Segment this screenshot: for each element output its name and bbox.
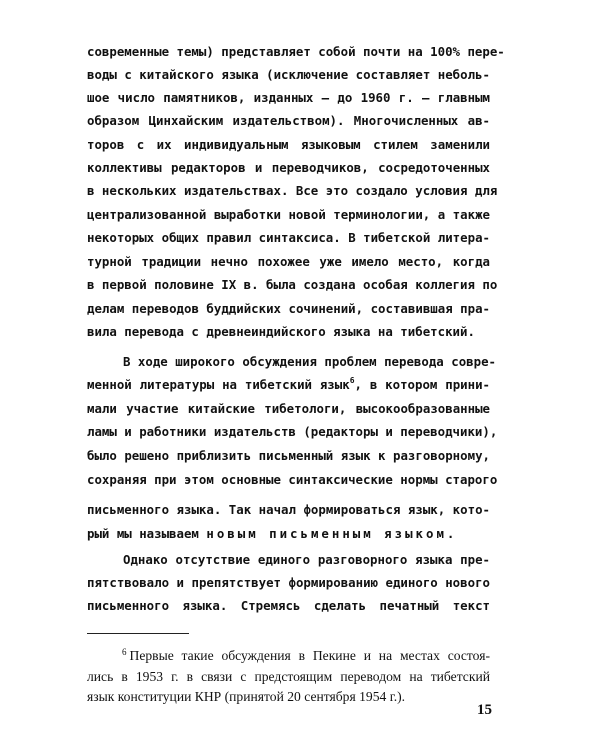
text-line: коллективы редакторов и переводчиков, сосредоточенных [87,160,490,175]
footnote-line: лись в 1953 г. в связи с предстоящим переводом на тибетский [87,669,490,684]
text-segment: менной литературы на тибетский язык [87,377,350,392]
text-line: современные темы) представляет собой почти на 100% пере- [87,44,505,59]
footnote-line: язык конституции КНР (принятой 20 сентября 1954 г.). [87,689,406,704]
text-line: турной традиции нечно похожее уже имело место, когда [87,254,490,269]
text-line: делам переводов буддийских сочинений, составившая пра- [87,301,490,316]
text-line: было решено приблизить письменный язык к разговорному, [87,448,490,463]
page-number: 15 [477,702,492,718]
text-line: пятствовало и препятствует формированию единого нового [87,575,490,590]
text-line: образом Цинхайским издательством). Многочисленных ав- [87,113,490,128]
text-line: письменного языка. Стремясь сделать печатный текст [87,598,490,613]
text-line [87,524,490,544]
text-line: торов с их индивидуальным языковым стилем заменили [87,137,490,152]
text-line: сохраняя при этом основные синтаксические нормы старого [87,472,498,487]
footnote-separator [87,633,189,634]
footnote-text: Первые такие обсуждения в Пекине и на местах состоя- [129,648,490,663]
text-line: ламы и работники издательств (редакторы и переводчики), [87,424,498,439]
text-segment: рый мы называем [87,526,207,541]
text-line: централизованной выработки новой терминологии, а также [87,207,490,222]
text-line: вила перевода с древнеиндийского языка на тибетский. [87,324,475,339]
footnote-line [122,647,490,665]
text-line [87,375,490,395]
text-line: В ходе широкого обсуждения проблем перевода совре- [123,354,496,369]
text-line: в нескольких издательствах. Все это создало условия для [87,183,498,198]
emphasized-term: новым письменным языком. [206,526,458,541]
text-line: письменного языка. Так начал формироваться язык, кото- [87,502,490,517]
text-line: шое число памятников, изданных — до 1960 г. — главным [87,90,490,105]
footnote-marker: 6 [122,647,127,657]
text-line: Однако отсутствие единого разговорного языка пре- [123,552,490,567]
text-segment: , в котором прини- [354,377,491,392]
text-line: некоторых общих правил синтаксиса. В тибетской литера- [87,230,490,245]
text-line: в первой половине IX в. была создана особая коллегия по [87,277,498,292]
text-line: воды с китайского языка (исключение составляет неболь- [87,67,490,82]
footnote-reference[interactable]: 6 [349,376,355,385]
text-line: мали участие китайские тибетологи, высокообразованные [87,401,490,416]
